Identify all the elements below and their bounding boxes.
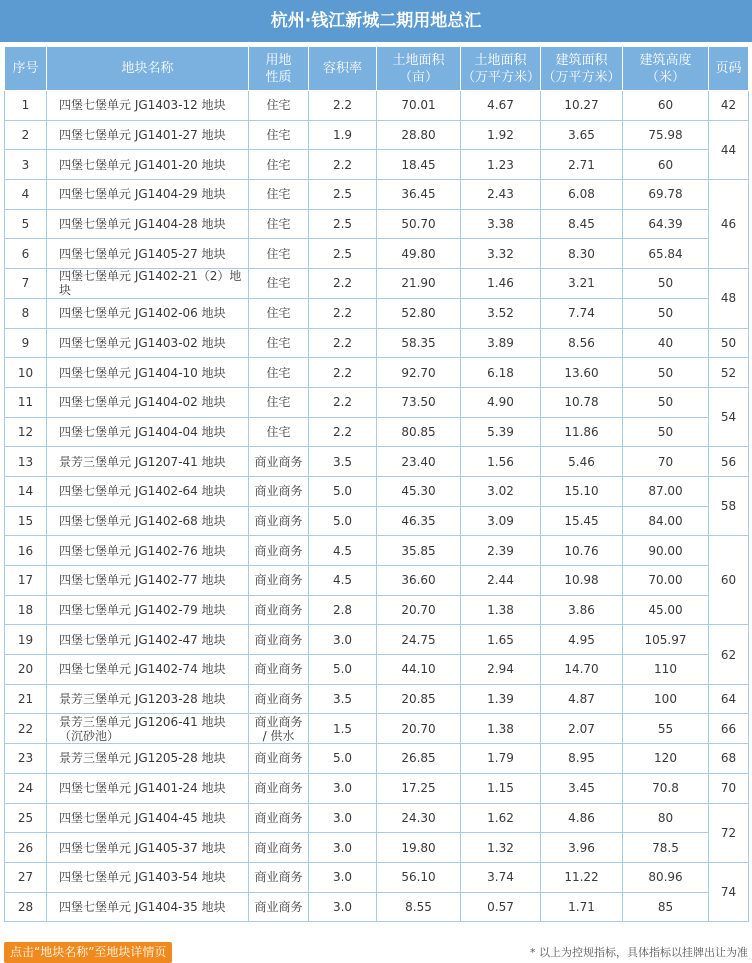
cell-area-wan: 3.38 — [461, 209, 541, 239]
cell-area-wan: 2.44 — [461, 566, 541, 596]
cell-height: 80.96 — [623, 862, 709, 892]
cell-area-mu: 73.50 — [377, 387, 461, 417]
cell-land-use: 住宅 — [249, 328, 309, 358]
cell-height: 45.00 — [623, 595, 709, 625]
cell-land-use: 住宅 — [249, 91, 309, 121]
cell-land-name[interactable]: 四堡七堡单元 JG1402-06 地块 — [47, 298, 249, 328]
cell-area-wan: 1.92 — [461, 120, 541, 150]
cell-far: 2.2 — [309, 387, 377, 417]
cell-area-mu: 58.35 — [377, 328, 461, 358]
cell-far: 5.0 — [309, 655, 377, 685]
cell-index: 3 — [5, 150, 47, 180]
cell-land-use: 商业商务 — [249, 506, 309, 536]
cell-build-area: 3.86 — [541, 595, 623, 625]
cell-height: 110 — [623, 655, 709, 685]
cell-far: 2.2 — [309, 150, 377, 180]
cell-area-wan: 4.67 — [461, 91, 541, 121]
table-row — [5, 239, 749, 269]
table-row — [5, 595, 749, 625]
cell-area-wan: 1.65 — [461, 625, 541, 655]
cell-index: 21 — [5, 684, 47, 714]
cell-build-area: 8.30 — [541, 239, 623, 269]
cell-far: 2.2 — [309, 91, 377, 121]
col-header-index: 序号 — [5, 47, 47, 91]
cell-height: 50 — [623, 387, 709, 417]
cell-land-name[interactable]: 四堡七堡单元 JG1404-10 地块 — [47, 358, 249, 388]
cell-height: 69.78 — [623, 180, 709, 210]
cell-far: 2.2 — [309, 269, 377, 299]
cell-area-mu: 17.25 — [377, 773, 461, 803]
cell-area-wan: 1.56 — [461, 447, 541, 477]
cell-page-number: 48 — [709, 269, 749, 328]
cell-build-area: 10.98 — [541, 566, 623, 596]
cell-land-name[interactable]: 景芳三堡单元 JG1205-28 地块 — [47, 744, 249, 774]
cell-index: 1 — [5, 91, 47, 121]
cell-height: 75.98 — [623, 120, 709, 150]
cell-land-use: 住宅 — [249, 180, 309, 210]
cell-height: 70.8 — [623, 773, 709, 803]
cell-index: 26 — [5, 833, 47, 863]
cell-area-mu: 46.35 — [377, 506, 461, 536]
cell-page-number: 42 — [709, 91, 749, 121]
cell-area-wan: 2.39 — [461, 536, 541, 566]
cell-height: 64.39 — [623, 209, 709, 239]
table-row — [5, 209, 749, 239]
cell-height: 50 — [623, 358, 709, 388]
cell-index: 12 — [5, 417, 47, 447]
col-header-far: 容积率 — [309, 47, 377, 91]
cell-area-wan: 1.15 — [461, 773, 541, 803]
cell-area-wan: 4.90 — [461, 387, 541, 417]
cell-height: 60 — [623, 150, 709, 180]
cell-index: 27 — [5, 862, 47, 892]
cell-land-name[interactable]: 四堡七堡单元 JG1402-79 地块 — [47, 595, 249, 625]
cell-land-name[interactable]: 四堡七堡单元 JG1404-04 地块 — [47, 417, 249, 447]
cell-area-wan: 1.62 — [461, 803, 541, 833]
cell-build-area: 13.60 — [541, 358, 623, 388]
cell-area-mu: 36.60 — [377, 566, 461, 596]
cell-far: 2.5 — [309, 239, 377, 269]
cell-page-number: 60 — [709, 536, 749, 625]
cell-far: 3.0 — [309, 862, 377, 892]
cell-build-area: 14.70 — [541, 655, 623, 685]
detail-link-hint[interactable]: 点击“地块名称”至地块详情页 — [4, 942, 172, 963]
cell-index: 23 — [5, 744, 47, 774]
col-header-page: 页码 — [709, 47, 749, 91]
cell-area-mu: 20.70 — [377, 714, 461, 744]
cell-land-use: 住宅 — [249, 417, 309, 447]
cell-height: 90.00 — [623, 536, 709, 566]
cell-build-area: 3.45 — [541, 773, 623, 803]
cell-build-area: 4.87 — [541, 684, 623, 714]
cell-height: 85 — [623, 892, 709, 922]
cell-area-wan: 0.57 — [461, 892, 541, 922]
cell-far: 3.0 — [309, 833, 377, 863]
cell-area-wan: 3.74 — [461, 862, 541, 892]
cell-land-name[interactable]: 四堡七堡单元 JG1402-77 地块 — [47, 566, 249, 596]
cell-land-use: 住宅 — [249, 239, 309, 269]
cell-land-name[interactable]: 四堡七堡单元 JG1404-29 地块 — [47, 180, 249, 210]
cell-area-mu: 28.80 — [377, 120, 461, 150]
cell-far: 3.5 — [309, 684, 377, 714]
cell-area-wan: 2.94 — [461, 655, 541, 685]
cell-land-use: 住宅 — [249, 150, 309, 180]
cell-area-wan: 6.18 — [461, 358, 541, 388]
table-row — [5, 150, 749, 180]
cell-index: 17 — [5, 566, 47, 596]
cell-build-area: 4.86 — [541, 803, 623, 833]
table-row — [5, 773, 749, 803]
cell-index: 16 — [5, 536, 47, 566]
cell-land-use: 商业商务 — [249, 625, 309, 655]
table-row — [5, 387, 749, 417]
cell-index: 24 — [5, 773, 47, 803]
cell-land-name[interactable]: 四堡七堡单元 JG1401-27 地块 — [47, 120, 249, 150]
cell-page-number: 66 — [709, 714, 749, 744]
cell-area-mu: 52.80 — [377, 298, 461, 328]
table-row — [5, 358, 749, 388]
cell-height: 80 — [623, 803, 709, 833]
cell-index: 5 — [5, 209, 47, 239]
cell-land-use: 商业商务 — [249, 892, 309, 922]
cell-far: 5.0 — [309, 476, 377, 506]
cell-far: 1.5 — [309, 714, 377, 744]
cell-page-number: 44 — [709, 120, 749, 179]
land-table — [4, 46, 749, 922]
cell-build-area: 4.95 — [541, 625, 623, 655]
cell-build-area: 2.71 — [541, 150, 623, 180]
table-row — [5, 566, 749, 596]
cell-land-name[interactable]: 四堡七堡单元 JG1403-12 地块 — [47, 91, 249, 121]
table-row — [5, 447, 749, 477]
cell-far: 2.2 — [309, 417, 377, 447]
cell-index: 22 — [5, 714, 47, 744]
cell-height: 78.5 — [623, 833, 709, 863]
cell-area-wan: 3.02 — [461, 476, 541, 506]
cell-area-wan: 3.52 — [461, 298, 541, 328]
cell-page-number: 46 — [709, 180, 749, 269]
cell-build-area: 10.76 — [541, 536, 623, 566]
cell-index: 6 — [5, 239, 47, 269]
cell-index: 28 — [5, 892, 47, 922]
cell-index: 4 — [5, 180, 47, 210]
footnote: * 以上为控规指标，具体指标以挂牌出让为准 — [530, 946, 748, 959]
cell-index: 13 — [5, 447, 47, 477]
cell-area-wan: 1.38 — [461, 714, 541, 744]
cell-far: 2.5 — [309, 180, 377, 210]
cell-area-wan: 3.32 — [461, 239, 541, 269]
cell-index: 2 — [5, 120, 47, 150]
cell-area-wan: 1.39 — [461, 684, 541, 714]
cell-build-area: 5.46 — [541, 447, 623, 477]
cell-area-wan: 1.32 — [461, 833, 541, 863]
cell-height: 65.84 — [623, 239, 709, 269]
cell-far: 4.5 — [309, 536, 377, 566]
cell-build-area: 15.10 — [541, 476, 623, 506]
cell-land-name[interactable]: 四堡七堡单元 JG1403-02 地块 — [47, 328, 249, 358]
cell-area-wan: 5.39 — [461, 417, 541, 447]
cell-land-name[interactable]: 景芳三堡单元 JG1207-41 地块 — [47, 447, 249, 477]
cell-land-use: 商业商务 — [249, 655, 309, 685]
cell-land-name[interactable]: 景芳三堡单元 JG1206-41 地块（沉砂池） — [47, 714, 249, 744]
cell-page-number: 62 — [709, 625, 749, 684]
cell-land-name[interactable]: 四堡七堡单元 JG1402-76 地块 — [47, 536, 249, 566]
cell-height: 50 — [623, 417, 709, 447]
cell-land-use: 商业商务 — [249, 566, 309, 596]
cell-land-use: 住宅 — [249, 269, 309, 299]
cell-land-name[interactable]: 四堡七堡单元 JG1404-45 地块 — [47, 803, 249, 833]
cell-area-mu: 24.75 — [377, 625, 461, 655]
cell-land-name[interactable]: 四堡七堡单元 JG1404-35 地块 — [47, 892, 249, 922]
cell-build-area: 6.08 — [541, 180, 623, 210]
cell-land-name[interactable]: 四堡七堡单元 JG1404-02 地块 — [47, 387, 249, 417]
cell-land-use: 商业商务 / 供水 — [249, 714, 309, 744]
cell-page-number: 50 — [709, 328, 749, 358]
cell-area-wan: 1.46 — [461, 269, 541, 299]
cell-height: 55 — [623, 714, 709, 744]
cell-page-number: 54 — [709, 387, 749, 446]
cell-page-number: 52 — [709, 358, 749, 388]
table-row — [5, 803, 749, 833]
cell-far: 3.0 — [309, 803, 377, 833]
cell-land-use: 住宅 — [249, 387, 309, 417]
cell-height: 105.97 — [623, 625, 709, 655]
page-title: 杭州·钱江新城二期用地总汇 — [0, 0, 752, 42]
table-row — [5, 833, 749, 863]
cell-land-use: 商业商务 — [249, 862, 309, 892]
cell-far: 2.2 — [309, 298, 377, 328]
cell-land-use: 住宅 — [249, 298, 309, 328]
cell-index: 25 — [5, 803, 47, 833]
cell-land-use: 住宅 — [249, 358, 309, 388]
cell-land-name[interactable]: 四堡七堡单元 JG1402-74 地块 — [47, 655, 249, 685]
table-row — [5, 298, 749, 328]
table-body — [5, 91, 749, 922]
cell-area-mu: 21.90 — [377, 269, 461, 299]
cell-area-mu: 56.10 — [377, 862, 461, 892]
cell-area-mu: 92.70 — [377, 358, 461, 388]
table-row — [5, 536, 749, 566]
cell-area-mu: 24.30 — [377, 803, 461, 833]
cell-far: 1.9 — [309, 120, 377, 150]
cell-build-area: 8.95 — [541, 744, 623, 774]
table-row — [5, 892, 749, 922]
table-row — [5, 625, 749, 655]
cell-far: 3.0 — [309, 773, 377, 803]
cell-build-area: 10.78 — [541, 387, 623, 417]
cell-land-use: 商业商务 — [249, 536, 309, 566]
cell-area-mu: 45.30 — [377, 476, 461, 506]
cell-land-name[interactable]: 四堡七堡单元 JG1405-37 地块 — [47, 833, 249, 863]
table-row — [5, 328, 749, 358]
table-row — [5, 506, 749, 536]
cell-area-mu: 19.80 — [377, 833, 461, 863]
cell-land-name[interactable]: 四堡七堡单元 JG1402-47 地块 — [47, 625, 249, 655]
cell-index: 14 — [5, 476, 47, 506]
cell-area-mu: 23.40 — [377, 447, 461, 477]
cell-index: 20 — [5, 655, 47, 685]
cell-index: 8 — [5, 298, 47, 328]
cell-far: 3.0 — [309, 892, 377, 922]
cell-page-number: 64 — [709, 684, 749, 714]
cell-page-number: 68 — [709, 744, 749, 774]
cell-build-area: 3.21 — [541, 269, 623, 299]
table-row — [5, 180, 749, 210]
col-header-name: 地块名称 — [47, 47, 249, 91]
cell-area-mu: 49.80 — [377, 239, 461, 269]
cell-page-number: 72 — [709, 803, 749, 862]
cell-build-area: 10.27 — [541, 91, 623, 121]
cell-area-mu: 50.70 — [377, 209, 461, 239]
table-row — [5, 476, 749, 506]
cell-height: 40 — [623, 328, 709, 358]
cell-index: 10 — [5, 358, 47, 388]
cell-index: 18 — [5, 595, 47, 625]
cell-area-mu: 36.45 — [377, 180, 461, 210]
cell-land-use: 商业商务 — [249, 744, 309, 774]
cell-index: 11 — [5, 387, 47, 417]
cell-area-mu: 26.85 — [377, 744, 461, 774]
cell-land-name[interactable]: 四堡七堡单元 JG1402-21（2）地块 — [47, 269, 249, 299]
cell-build-area: 15.45 — [541, 506, 623, 536]
cell-area-mu: 20.70 — [377, 595, 461, 625]
cell-index: 9 — [5, 328, 47, 358]
cell-land-use: 商业商务 — [249, 803, 309, 833]
cell-area-mu: 20.85 — [377, 684, 461, 714]
footer — [0, 942, 752, 963]
cell-page-number: 56 — [709, 447, 749, 477]
table-row — [5, 120, 749, 150]
cell-area-mu: 18.45 — [377, 150, 461, 180]
cell-area-mu: 35.85 — [377, 536, 461, 566]
cell-far: 3.0 — [309, 625, 377, 655]
cell-far: 3.5 — [309, 447, 377, 477]
cell-build-area: 8.56 — [541, 328, 623, 358]
cell-build-area: 8.45 — [541, 209, 623, 239]
cell-far: 2.8 — [309, 595, 377, 625]
cell-height: 50 — [623, 269, 709, 299]
cell-land-name[interactable]: 四堡七堡单元 JG1402-68 地块 — [47, 506, 249, 536]
cell-height: 60 — [623, 91, 709, 121]
table-row — [5, 744, 749, 774]
cell-height: 50 — [623, 298, 709, 328]
table-row — [5, 862, 749, 892]
cell-far: 2.5 — [309, 209, 377, 239]
cell-height: 70 — [623, 447, 709, 477]
cell-index: 15 — [5, 506, 47, 536]
cell-area-wan: 1.38 — [461, 595, 541, 625]
cell-area-wan: 1.23 — [461, 150, 541, 180]
col-header-area-mu: 土地面积 （亩） — [377, 47, 461, 91]
cell-build-area: 11.86 — [541, 417, 623, 447]
col-header-use: 用地 性质 — [249, 47, 309, 91]
cell-land-name[interactable]: 四堡七堡单元 JG1404-28 地块 — [47, 209, 249, 239]
cell-land-use: 商业商务 — [249, 684, 309, 714]
cell-height: 70.00 — [623, 566, 709, 596]
cell-height: 84.00 — [623, 506, 709, 536]
table-row — [5, 417, 749, 447]
cell-area-mu: 70.01 — [377, 91, 461, 121]
cell-build-area: 11.22 — [541, 862, 623, 892]
cell-land-use: 商业商务 — [249, 476, 309, 506]
cell-height: 87.00 — [623, 476, 709, 506]
cell-area-wan: 3.89 — [461, 328, 541, 358]
cell-land-use: 住宅 — [249, 120, 309, 150]
col-header-area-wan: 土地面积 （万平方米） — [461, 47, 541, 91]
table-row — [5, 655, 749, 685]
cell-index: 7 — [5, 269, 47, 299]
col-header-height: 建筑高度 （米） — [623, 47, 709, 91]
cell-build-area: 7.74 — [541, 298, 623, 328]
cell-area-wan: 1.79 — [461, 744, 541, 774]
cell-height: 120 — [623, 744, 709, 774]
cell-page-number: 58 — [709, 476, 749, 535]
cell-far: 5.0 — [309, 506, 377, 536]
cell-land-name[interactable]: 四堡七堡单元 JG1403-54 地块 — [47, 862, 249, 892]
cell-area-wan: 3.09 — [461, 506, 541, 536]
cell-land-name[interactable]: 四堡七堡单元 JG1401-20 地块 — [47, 150, 249, 180]
cell-land-name[interactable]: 四堡七堡单元 JG1402-64 地块 — [47, 476, 249, 506]
cell-area-wan: 2.43 — [461, 180, 541, 210]
cell-far: 2.2 — [309, 358, 377, 388]
cell-far: 5.0 — [309, 744, 377, 774]
cell-build-area: 2.07 — [541, 714, 623, 744]
table-row — [5, 91, 749, 121]
cell-height: 100 — [623, 684, 709, 714]
cell-land-use: 商业商务 — [249, 447, 309, 477]
cell-land-use: 商业商务 — [249, 595, 309, 625]
cell-build-area: 3.96 — [541, 833, 623, 863]
cell-land-use: 住宅 — [249, 209, 309, 239]
table-header-row — [5, 47, 749, 91]
cell-far: 4.5 — [309, 566, 377, 596]
cell-area-mu: 8.55 — [377, 892, 461, 922]
cell-index: 19 — [5, 625, 47, 655]
cell-area-mu: 44.10 — [377, 655, 461, 685]
cell-land-name[interactable]: 景芳三堡单元 JG1203-28 地块 — [47, 684, 249, 714]
cell-build-area: 3.65 — [541, 120, 623, 150]
cell-far: 2.2 — [309, 328, 377, 358]
table-row — [5, 714, 749, 744]
cell-area-mu: 80.85 — [377, 417, 461, 447]
cell-build-area: 1.71 — [541, 892, 623, 922]
cell-page-number: 74 — [709, 862, 749, 921]
cell-land-use: 商业商务 — [249, 773, 309, 803]
cell-land-name[interactable]: 四堡七堡单元 JG1401-24 地块 — [47, 773, 249, 803]
table-row — [5, 684, 749, 714]
cell-page-number: 70 — [709, 773, 749, 803]
cell-land-use: 商业商务 — [249, 833, 309, 863]
col-header-build-area: 建筑面积 （万平方米） — [541, 47, 623, 91]
cell-land-name[interactable]: 四堡七堡单元 JG1405-27 地块 — [47, 239, 249, 269]
table-row — [5, 269, 749, 299]
